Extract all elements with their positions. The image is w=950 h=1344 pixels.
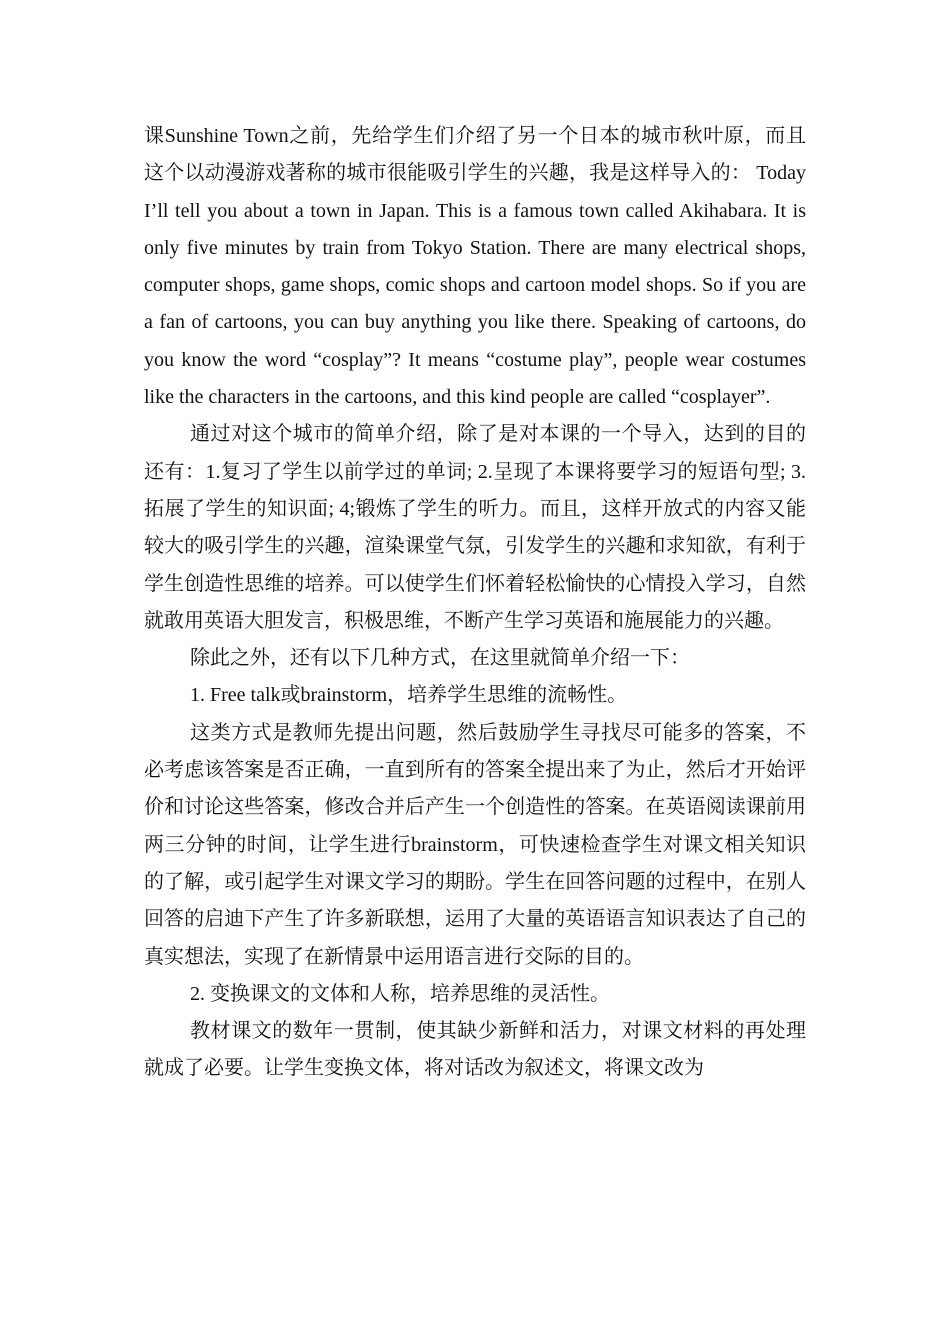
paragraph-brainstorm: 这类方式是教师先提出问题，然后鼓励学生寻找尽可能多的答案，不必考虑该答案是否正确，一直到所有的答案全提出来了为止，然后才开始评价和讨论这些答案，修改合并后产生一个创造性的答案。在英语阅读课前用两三分钟的时间，让学生进行brainstorm，可快速检查学生对课文相关知识的了解，或引起学生对课文学习的期盼。学生在回答问题的过程中，在别人回答的启迪下产生了许多新联想，运用了大量的英语语言知识表达了自己的真实想法，实现了在新情景中运用语言进行交际的目的。 <box>144 721 806 968</box>
heading-free-talk: 1. Free talk或brainstorm，培养学生思维的流畅性。 <box>190 684 628 707</box>
document-body <box>144 118 806 1088</box>
paragraph-purpose: 通过对这个城市的简单介绍，除了是对本课的一个导入，达到的目的还有：1.复习了学生以前学过的单词; 2.呈现了本课将要学习的短语句型; 3.拓展了学生的知识面; 4;锻炼了学生的听力。而且，这样开放式的内容又能较大的吸引学生的兴趣，渲染课堂气氛，引发学生的兴趣和求知欲，有利于学生创造性思维的培养。可以使学生们怀着轻松愉快的心情投入学习，自然就敢用英语大胆发言，积极思维，不断产生学习英语和施展能力的兴趣。 <box>144 423 806 632</box>
paragraph-text-processing: 教材课文的数年一贯制，使其缺少新鲜和活力，对课文材料的再处理就成了必要。让学生变换文体，将对话改为叙述文，将课文改为 <box>144 1020 806 1080</box>
heading-change-style: 2. 变换课文的文体和人称，培养思维的灵活性。 <box>190 982 610 1005</box>
paragraph-transition: 除此之外，还有以下几种方式，在这里就简单介绍一下： <box>190 647 690 670</box>
paragraph-intro-continuation: 课Sunshine Town之前，先给学生们介绍了另一个日本的城市秋叶原，而且这个以动漫游戏著称的城市很能吸引学生的兴趣，我是这样导入的： Today I’ll tell you about a town in Japan. This is a famous town called Akihabara. It is only five minutes by train from Tokyo Station. There are many electrical shops, computer shops, game shops, comic shops and cartoon model shops. So if you are a fan of cartoons, you can buy anything you like there. Speaking of cartoons, do you know the word “cosplay”? It means “costume play”, people wear costumes like the characters in the cartoons, and this kind people are called “cosplayer”. <box>144 125 806 409</box>
